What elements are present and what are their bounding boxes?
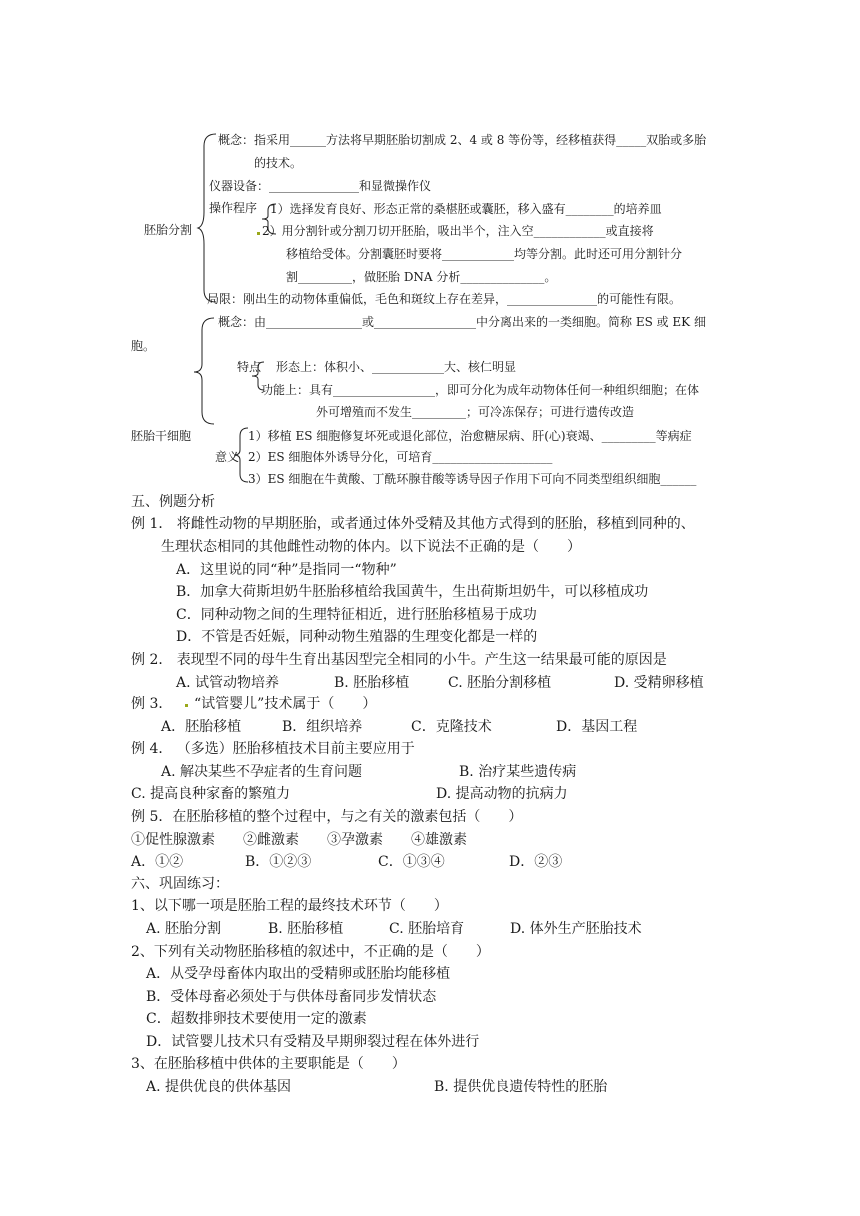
question-2-stem: 2、下列有关动物胚胎移植的叙述中，不正确的是（ ） [131, 944, 490, 960]
example-3-option-a: A．胚胎移植 [161, 719, 242, 735]
question-1-option-c: C. 胚胎培育 [389, 921, 465, 937]
question-3-stem: 3、在胚胎移植中供体的主要职能是（ ） [131, 1056, 406, 1072]
example-3-stem: “试管婴儿”技术属于（ ） [194, 696, 377, 712]
example-4-option-c: C. 提高良种家畜的繁殖力 [131, 786, 291, 802]
features-function: 功能上：具有_________________，即可分化为成年动物体任何一种组织细胞；在体 [261, 383, 700, 397]
example-1-option-a: A．这里说的同“种”是指同一“物种” [176, 562, 397, 578]
splitting-concept: 概念：指采用______方法将早期胚胎切割成 2、4 或 8 等份等，经移植获得_____双胎或多胎 [218, 133, 707, 147]
example-2-option-c: C. 胚胎分割移植 [448, 675, 552, 691]
significance-label: 意义 [215, 450, 240, 464]
example-3-option-b: B．组织培养 [282, 719, 363, 735]
section-5-heading: 五、例题分析 [131, 494, 215, 510]
question-2-option-c: C．超数排卵技术要使用一定的激素 [146, 1011, 367, 1027]
example-5-option-b: B．①②③ [245, 854, 312, 870]
example-3-number: 例 3． [131, 696, 173, 712]
es-brace [192, 316, 216, 426]
procedure-step-2: 2）用分割针或分割刀切开胚胎，吸出半个，注入空____________或直接将 [262, 224, 654, 238]
example-4-stem: 例 4． （多选）胚胎移植技术目前主要应用于 [131, 741, 415, 757]
example-1-stem-cont: 生理状态相同的其他雌性动物的体内。以下说法不正确的是（ ） [161, 539, 581, 555]
example-1-stem: 例 1． 将雌性动物的早期胚胎，或者通过体外受精及其他方式得到的胚胎，移植到同种的、 [131, 516, 695, 532]
example-5-option-c: C．①③④ [378, 854, 445, 870]
splitting-concept-cont: 的技术。 [254, 156, 303, 170]
example-2-option-d: D. 受精卵移植 [614, 675, 704, 691]
example-3-option-d: D．基因工程 [556, 719, 638, 735]
features-function-cont: 外可增殖而不发生_________；可冷冻保存；可进行遗传改造 [316, 405, 635, 419]
significance-2: 2）ES 细胞体外诱导分化，可培育____________________ [248, 450, 553, 464]
section-6-heading: 六、巩固练习： [131, 876, 229, 892]
es-label: 胚胎干细胞 [131, 429, 192, 443]
features-morphology: 形态上：体积小、____________大、核仁明显 [276, 360, 517, 374]
question-2-option-b: B．受体母畜必须处于与供体母畜同步发情状态 [146, 989, 437, 1005]
example-5-items: ①促性腺激素 ②雌激素 ③孕激素 ④雄激素 [131, 832, 467, 848]
question-2-option-a: A．从受孕母畜体内取出的受精卵或胚胎均能移植 [146, 966, 451, 982]
example-3-option-c: C．克隆技术 [411, 719, 492, 735]
es-concept: 概念：由________________或_________________中分离出来的一类细胞。简称 ES 或 EK 细 [218, 315, 706, 329]
example-1-option-b: B．加拿大荷斯坦奶牛胚胎移植给我国黄牛，生出荷斯坦奶牛，可以移植成功 [176, 584, 649, 600]
question-3-option-b: B. 提供优良遗传特性的胚胎 [434, 1079, 608, 1095]
example-4-option-a: A. 解决某些不孕症者的生育问题 [161, 764, 363, 780]
example-5-option-a: A．①② [131, 854, 184, 870]
significance-1: 1）移植 ES 细胞修复坏死或退化部位，治愈糖尿病、肝(心)衰竭、_________等病症 [248, 429, 692, 443]
question-3-option-a: A. 提供优良的供体基因 [146, 1079, 292, 1095]
example-4-option-d: D. 提高动物的抗病力 [436, 786, 568, 802]
features-label: 特点 [237, 360, 262, 374]
marker-dot [257, 232, 260, 235]
example-2-option-b: B. 胚胎移植 [334, 675, 410, 691]
es-concept-cont: 胞。 [131, 339, 156, 353]
question-1-stem: 1、以下哪一项是胚胎工程的最终技术环节（ ） [131, 898, 448, 914]
splitting-brace [196, 132, 220, 304]
example-4-option-b: B. 治疗某些遗传病 [459, 764, 577, 780]
question-2-option-d: D．试管婴儿技术只有受精及早期卵裂过程在体外进行 [146, 1034, 480, 1050]
procedure-label: 操作程序 [209, 201, 258, 215]
marker-dot [185, 704, 188, 707]
example-2-stem: 例 2． 表现型不同的母牛生育出基因型完全相同的小牛。产生这一结果最可能的原因是 [131, 652, 667, 668]
question-1-option-a: A. 胚胎分割 [146, 921, 222, 937]
question-1-option-b: B. 胚胎移植 [268, 921, 344, 937]
procedure-step-1: 1）选择发育良好、形态正常的桑椹胚或囊胚，移入盛有________的培养皿 [270, 202, 662, 216]
procedure-step-2-cont: 移植给受体。分割囊胚时要将____________均等分割。此时还可用分割针分 [286, 247, 683, 261]
example-5-option-d: D．②③ [509, 854, 563, 870]
significance-3: 3）ES 细胞在牛黄酸、丁酰环腺苷酸等诱导因子作用下可向不同类型组织细胞______ [248, 472, 697, 486]
splitting-limitation: 局限：刚出生的动物体重偏低，毛色和斑纹上存在差异，_______________的可能性有限。 [207, 292, 682, 306]
example-1-option-c: C．同种动物之间的生理特征相近，进行胚胎移植易于成功 [176, 607, 537, 623]
question-1-option-d: D. 体外生产胚胎技术 [510, 921, 642, 937]
procedure-step-2-cont: 割_________，做胚胎 DNA 分析______________。 [286, 270, 557, 284]
example-1-option-d: D．不管是否妊娠，同种动物生殖器的生理变化都是一样的 [176, 629, 538, 645]
example-5-stem: 例 5．在胚胎移植的整个过程中，与之有关的激素包括（ ） [131, 809, 523, 825]
splitting-label: 胚胎分割 [144, 223, 193, 237]
splitting-equipment: 仪器设备：_______________和显微操作仪 [209, 179, 432, 193]
example-2-option-a: A. 试管动物培养 [176, 675, 280, 691]
